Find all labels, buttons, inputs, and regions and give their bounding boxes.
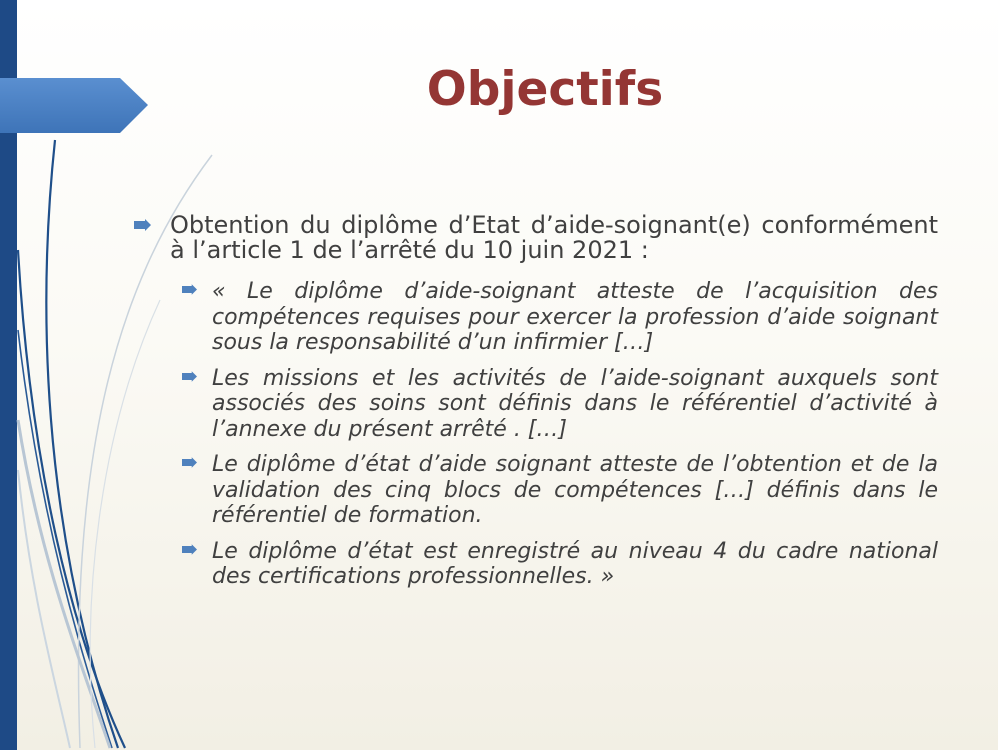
sub-bullet-text: Le diplôme d’état est enregistré au niveau 4 du cadre national des certifications professionnelles. » — [212, 538, 938, 589]
sub-bullet-text: Le diplôme d’état d’aide soignant atteste de l’obtention et de la validation des cinq blocs de compétences […] définis dans le référentiel de formation. — [212, 452, 938, 528]
sub-bullet-item — [182, 366, 938, 443]
sub-bullet-item — [182, 539, 938, 590]
sub-bullet-text: Les missions et les activités de l’aide-soignant auxquels sont associés des soins sont définis dans le référentiel d’activité à l’annexe du présent arrêté . […] — [212, 365, 938, 442]
arrow-bullet-icon — [182, 371, 197, 382]
sub-bullet-text: « Le diplôme d’aide-soignant atteste de l’acquisition des compétences requises pour exercer la profession d’aide soignant sous la responsabilité d’un infirmier […] — [212, 279, 938, 355]
arrow-bullet-icon — [134, 219, 151, 231]
arrow-bullet-icon — [182, 284, 197, 295]
arrow-bullet-icon — [182, 544, 197, 555]
bullet-text-main: Obtention du diplôme d’Etat d’aide-soignant(e) conformément à l’article 1 de l’arrêté du 10 juin 2021 : — [170, 211, 938, 264]
slide-title: Objectifs — [426, 62, 664, 117]
sub-bullet-item — [182, 452, 938, 529]
banner-arrow-shape — [0, 78, 148, 133]
bullet-item-main — [134, 213, 938, 263]
sub-bullet-item — [182, 279, 938, 356]
bullet-list — [134, 213, 938, 590]
arrow-bullet-icon — [182, 457, 197, 468]
